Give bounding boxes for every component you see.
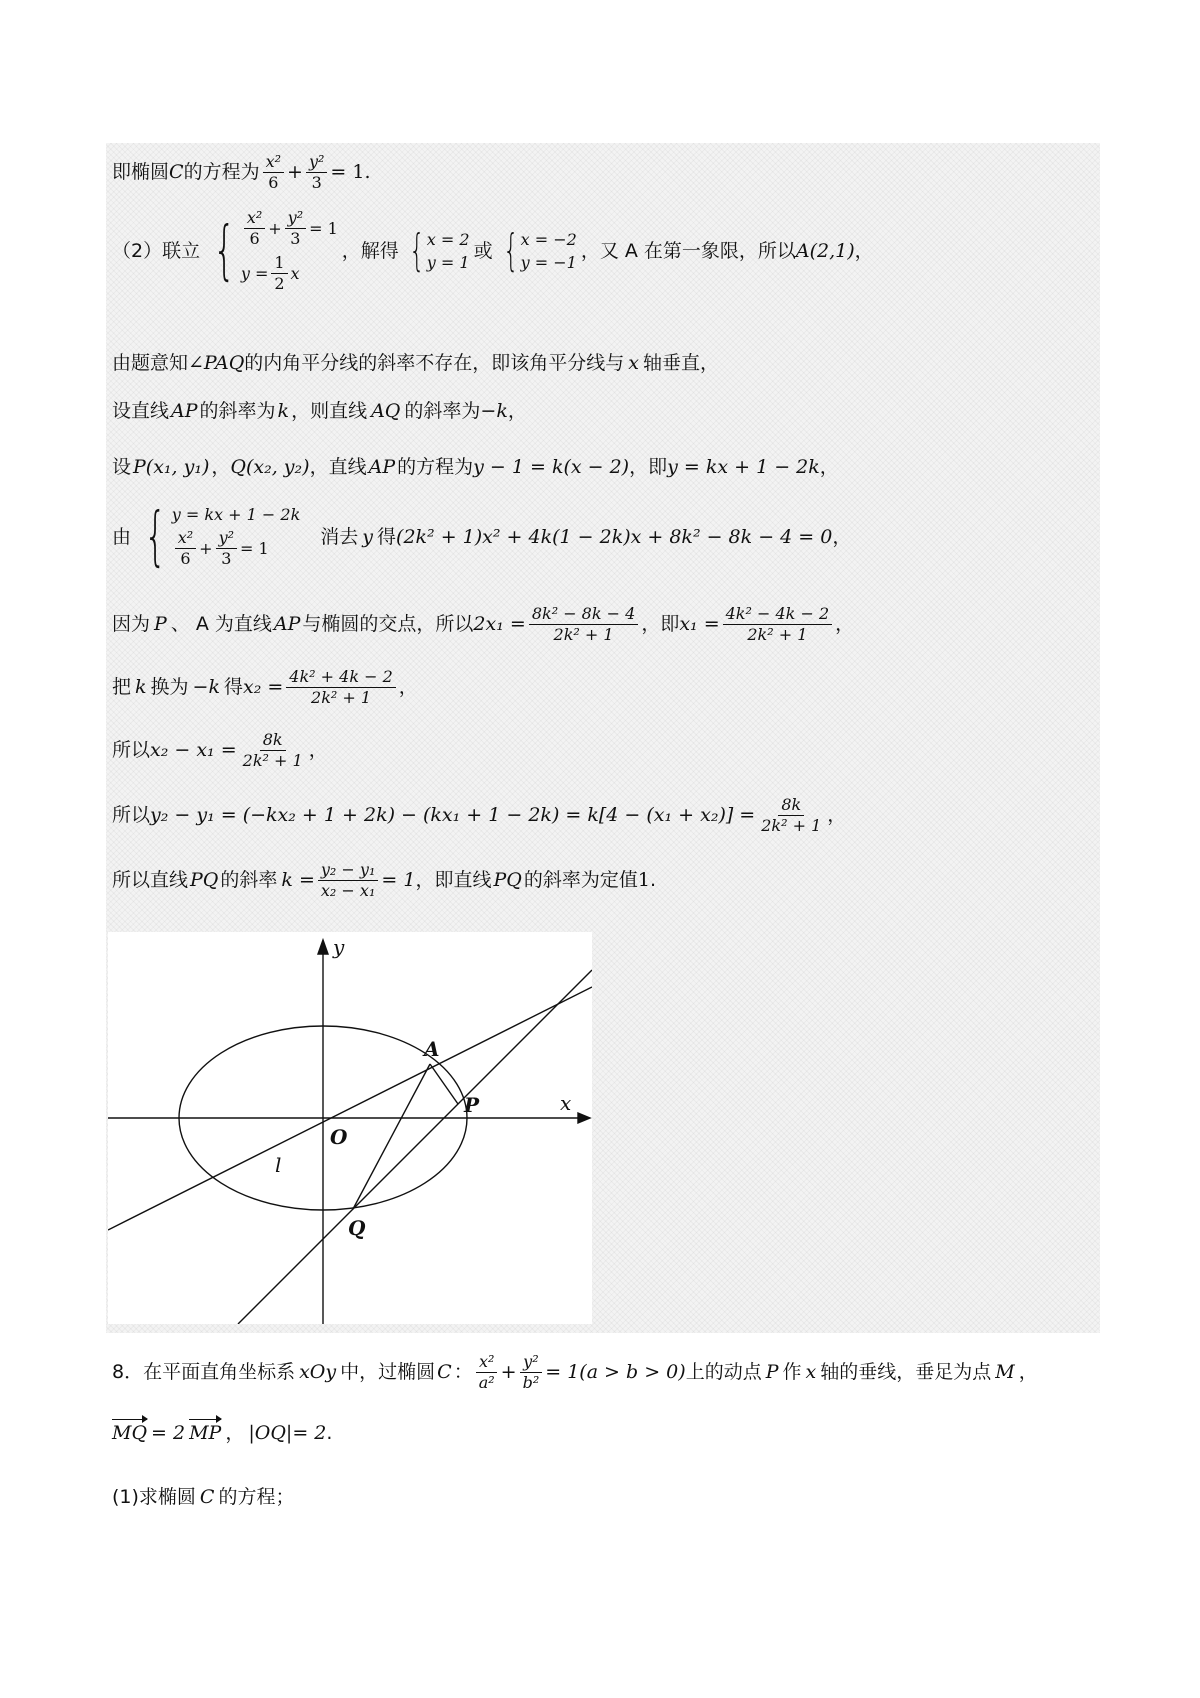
math: Q(x₂, y₂) xyxy=(230,456,310,478)
left-brace-icon: { xyxy=(409,225,425,276)
fraction xyxy=(263,152,284,193)
text: ， xyxy=(1018,1361,1038,1384)
solution-line-4 xyxy=(112,400,527,423)
math: AP xyxy=(171,400,198,422)
system-row-2 xyxy=(241,253,338,294)
text: ， xyxy=(225,1422,245,1444)
solution-line-1 xyxy=(112,152,371,193)
fraction-numerator: 8k xyxy=(260,730,286,751)
fraction-numerator: 8k² − 8k − 4 xyxy=(529,604,639,625)
math: C xyxy=(199,1486,215,1508)
text: 设 xyxy=(112,456,132,478)
solution-line-10 xyxy=(112,795,846,836)
math: k xyxy=(135,676,147,699)
text: 换为 xyxy=(150,676,189,699)
solution-system-2 xyxy=(497,225,577,276)
system-row-1: y = kx + 1 − 2k xyxy=(171,505,301,524)
fraction xyxy=(285,208,306,249)
math-angle: ∠PAQ xyxy=(188,352,245,374)
system-row-2 xyxy=(172,528,301,569)
math: 2x₁ = xyxy=(473,613,526,636)
text: 由题意知 xyxy=(112,352,189,374)
system-rows xyxy=(521,230,577,272)
text: 的方程为 xyxy=(183,161,260,184)
fraction xyxy=(175,528,196,569)
text: ， xyxy=(832,525,852,548)
label-l: l xyxy=(275,1153,282,1177)
text: 的斜率为 xyxy=(404,400,481,422)
math: x xyxy=(290,263,300,283)
solution-line-6 xyxy=(112,500,852,575)
text: ，则直线 xyxy=(291,400,368,422)
text: 8．在平面直角坐标系 xyxy=(112,1361,296,1384)
fraction xyxy=(318,860,378,901)
math: = 2 xyxy=(151,1422,186,1444)
text: ， xyxy=(507,400,527,422)
fraction-numerator: x² xyxy=(476,1352,497,1373)
text: ， xyxy=(854,239,874,262)
fraction-denominator: 2 xyxy=(274,274,285,293)
fraction-denominator: 2k² + 1 xyxy=(242,751,303,770)
solution-line-5 xyxy=(112,456,839,479)
fraction xyxy=(520,1352,543,1393)
point-A: A(2,1) xyxy=(795,239,855,262)
math: x₁ = xyxy=(679,613,720,636)
text: 的斜率为 xyxy=(199,400,276,422)
math: M xyxy=(995,1361,1015,1384)
math: y − 1 = k(x − 2) xyxy=(473,456,630,478)
fraction-denominator: 2k² + 1 xyxy=(311,688,372,707)
system-row-1 xyxy=(241,208,338,249)
math: PQ xyxy=(190,869,219,892)
math: = 1 xyxy=(381,869,416,892)
system-row: x = −2 xyxy=(520,229,577,249)
fraction-denominator: 6 xyxy=(180,549,191,569)
plus: + xyxy=(199,539,213,559)
system-row: y = −1 xyxy=(520,253,577,272)
math: k = xyxy=(281,869,315,892)
solution-line-7 xyxy=(112,604,854,645)
text: 上的动点 xyxy=(685,1361,762,1384)
text: 的方程； xyxy=(218,1486,295,1508)
fraction xyxy=(306,152,327,193)
equals-one: = 1 xyxy=(240,539,269,559)
text: 消去 xyxy=(320,525,359,548)
math: = 1(a > b > 0) xyxy=(545,1361,686,1384)
fraction-denominator: 3 xyxy=(221,549,232,569)
segment-AP xyxy=(430,1064,458,1104)
solution-line-8 xyxy=(112,667,418,708)
text: ： xyxy=(453,1361,473,1384)
text: ，即 xyxy=(641,613,680,636)
solution-line-2 xyxy=(112,208,874,294)
label-Q: Q xyxy=(348,1216,366,1240)
text: (1)求椭圆 xyxy=(112,1486,196,1508)
fraction xyxy=(244,208,265,249)
math: −k xyxy=(192,676,220,699)
fraction-denominator: 3 xyxy=(290,229,301,248)
fraction-denominator: 6 xyxy=(249,229,260,248)
fraction-denominator: 6 xyxy=(268,173,279,192)
question-8-part-1 xyxy=(112,1486,294,1509)
fraction-numerator: 8k xyxy=(778,795,804,816)
math: |OQ|= 2 xyxy=(248,1422,327,1444)
equals-one: = 1 xyxy=(309,218,338,238)
fraction-numerator: y² xyxy=(306,152,327,173)
math: x₂ − x₁ = xyxy=(150,739,237,762)
text: 轴的垂线，垂足为点 xyxy=(820,1361,992,1384)
math: −k xyxy=(480,400,508,422)
equation-system xyxy=(204,208,338,294)
fraction-numerator: y² xyxy=(520,1352,541,1373)
math: x xyxy=(805,1361,817,1384)
label-A: A xyxy=(424,1037,440,1061)
math: P xyxy=(154,613,167,636)
fraction xyxy=(271,253,287,294)
line-l xyxy=(108,987,592,1230)
fraction-denominator: a² xyxy=(478,1373,495,1392)
text: . xyxy=(326,1422,333,1444)
fraction-numerator: 1 xyxy=(271,253,287,274)
text: 所以 xyxy=(112,804,151,827)
math: P(x₁, y₁) xyxy=(133,456,210,478)
fraction xyxy=(240,730,306,771)
text: ，解得 xyxy=(341,239,399,262)
text: 的内角平分线的斜率不存在，即该角平分线与 xyxy=(244,352,625,374)
question-8-line-2 xyxy=(112,1422,332,1445)
line-PQ xyxy=(238,970,592,1324)
text: ，即 xyxy=(629,456,668,478)
text: 把 xyxy=(112,676,132,699)
system-rows xyxy=(241,208,338,294)
fraction xyxy=(216,528,237,569)
period: . xyxy=(364,161,371,184)
text: ， xyxy=(819,456,839,478)
label-O: O xyxy=(330,1125,348,1149)
math: y₂ − y₁ = (−kx₂ + 1 + 2k) − (kx₁ + 1 − 2k) = k[4 − (x₁ + x₂)] = xyxy=(150,804,756,827)
system-row: x = 2 xyxy=(426,229,470,249)
system-rows xyxy=(427,230,470,272)
text: 设直线 xyxy=(112,400,170,422)
ellipse-figure xyxy=(108,932,592,1324)
plus: + xyxy=(287,161,303,184)
fraction xyxy=(476,1352,498,1393)
fraction-numerator: y₂ − y₁ xyxy=(318,860,378,881)
fraction-denominator: 2k² + 1 xyxy=(553,625,614,644)
math: 1 xyxy=(637,869,650,892)
solution-line-11 xyxy=(112,860,656,901)
text: 中，过椭圆 xyxy=(340,1361,436,1384)
text: ， xyxy=(308,739,328,762)
solution-system-1 xyxy=(403,225,470,276)
math: P xyxy=(765,1361,779,1384)
math: y = kx + 1 − 2k xyxy=(667,456,820,478)
text: ， xyxy=(835,613,855,636)
fraction-numerator: 4k² − 4k − 2 xyxy=(723,604,833,625)
y-axis-arrow-icon xyxy=(318,940,328,954)
math: x₂ = xyxy=(243,676,284,699)
text: （2）联立 xyxy=(112,239,201,262)
math: C xyxy=(437,1361,452,1384)
solution-line-9 xyxy=(112,730,328,771)
fraction xyxy=(758,795,824,836)
text: 由 xyxy=(112,525,132,548)
text: 作 xyxy=(782,1361,802,1384)
text: ，又 A 在第一象限，所以 xyxy=(580,239,796,262)
fraction-denominator: 2k² + 1 xyxy=(747,625,808,644)
label-x: x xyxy=(560,1091,572,1115)
math-C: C xyxy=(169,161,184,184)
math: AP xyxy=(273,613,301,636)
text: ， xyxy=(398,676,418,699)
x-axis-arrow-icon xyxy=(578,1113,590,1123)
math: PQ xyxy=(493,869,522,892)
text: 轴垂直， xyxy=(643,352,720,374)
text: 即椭圆 xyxy=(112,161,170,184)
fraction-denominator: 3 xyxy=(311,173,322,192)
question-8-line-1 xyxy=(112,1352,1038,1393)
math: AP xyxy=(368,456,396,478)
fraction-numerator: x² xyxy=(175,528,196,549)
math: xOy xyxy=(299,1361,337,1384)
left-brace-icon: { xyxy=(213,214,236,288)
system-row: y = 1 xyxy=(426,253,470,272)
math: y = xyxy=(240,263,269,283)
text: 所以直线 xyxy=(112,869,189,892)
text: ， xyxy=(827,804,847,827)
fraction-numerator: x² xyxy=(244,208,265,229)
fraction xyxy=(723,604,833,645)
vector-MQ: MQ xyxy=(112,1422,148,1444)
equals-one: = 1 xyxy=(330,161,365,184)
ellipse-diagram xyxy=(108,932,592,1324)
vector-MP: MP xyxy=(189,1422,222,1444)
text: 、 A 为直线 xyxy=(170,613,272,636)
text: 的斜率 xyxy=(220,869,278,892)
system-rows xyxy=(172,505,301,569)
text: . xyxy=(649,869,656,892)
math: k xyxy=(277,400,290,422)
solution-line-3 xyxy=(112,352,719,375)
fraction-denominator: 2k² + 1 xyxy=(761,816,822,835)
math: (2k² + 1)x² + 4k(1 − 2k)x + 8k² − 8k − 4 = 0 xyxy=(396,525,833,548)
fraction xyxy=(286,667,396,708)
label-P: P xyxy=(464,1093,480,1117)
text: 得 xyxy=(377,525,397,548)
equation-system xyxy=(135,500,301,575)
fraction-numerator: y² xyxy=(216,528,237,549)
fraction xyxy=(529,604,639,645)
left-brace-icon: { xyxy=(144,500,167,575)
fraction-denominator: x₂ − x₁ xyxy=(320,881,376,900)
plus: + xyxy=(500,1361,517,1384)
text: ， xyxy=(211,456,231,478)
left-brace-icon: { xyxy=(502,225,519,276)
text: 或 xyxy=(473,239,493,262)
fraction-numerator: y² xyxy=(285,208,306,229)
math: AQ xyxy=(371,400,401,422)
text: 的方程为 xyxy=(397,456,474,478)
text: 因为 xyxy=(112,613,151,636)
text: 得 xyxy=(223,676,243,699)
math-x: x xyxy=(628,352,640,374)
plus: + xyxy=(268,218,282,238)
fraction-numerator: x² xyxy=(263,152,284,173)
text: 的斜率为定值 xyxy=(523,869,638,892)
fraction-denominator: b² xyxy=(522,1373,540,1392)
text: 所以 xyxy=(112,739,151,762)
math: y xyxy=(362,525,374,548)
text: ，即直线 xyxy=(415,869,492,892)
text: 与椭圆的交点，所以 xyxy=(302,613,474,636)
text: ，直线 xyxy=(309,456,367,478)
label-y: y xyxy=(333,935,345,959)
fraction-numerator: 4k² + 4k − 2 xyxy=(286,667,396,688)
